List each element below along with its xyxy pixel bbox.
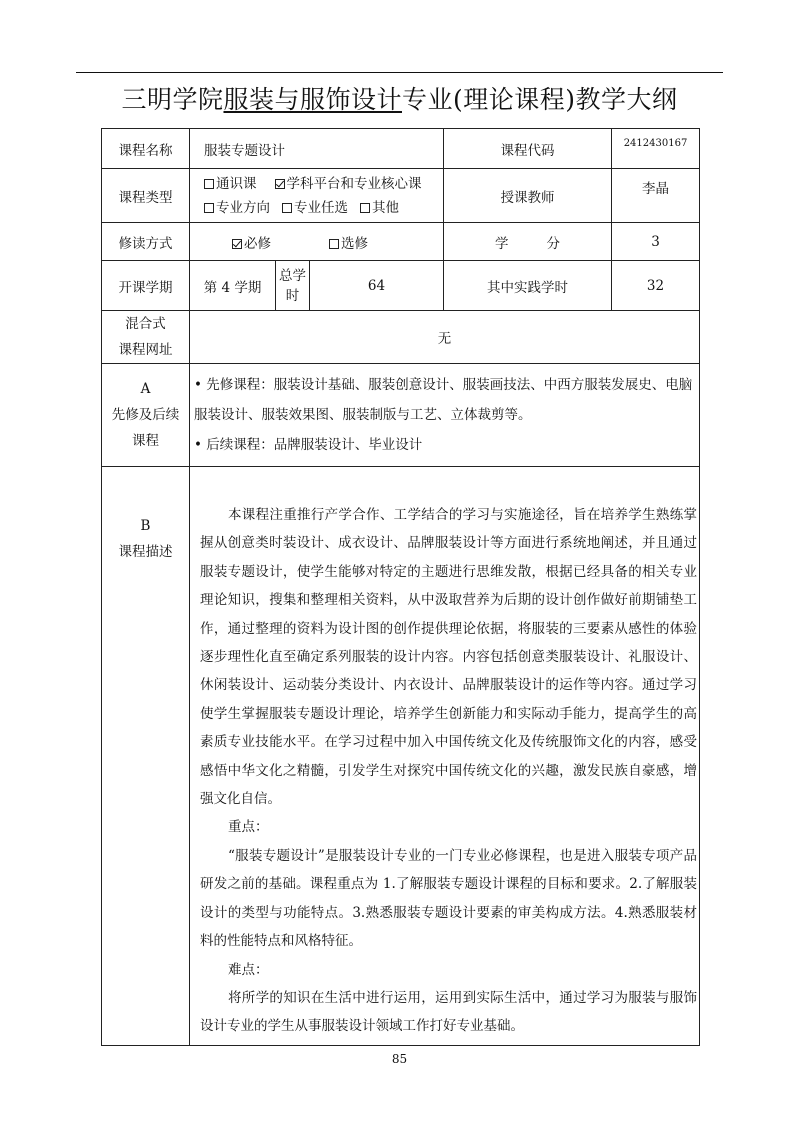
checkbox-study-elective[interactable]	[329, 239, 339, 249]
practice-hours-label: 其中实践学时	[444, 261, 612, 311]
header-rule	[76, 72, 723, 73]
option-other: 其他	[372, 199, 399, 216]
course-code-label: 课程代码	[444, 129, 612, 169]
teacher-label: 授课教师	[444, 169, 612, 223]
checkbox-required[interactable]	[232, 239, 242, 249]
row-prerequisites	[102, 364, 700, 467]
description-text: 本课程注重推行产学合作、工学结合的学习与实施途径，旨在培养学生熟练掌握从创意类时装设计、成衣设计、品牌服装设计等方面进行系统地阐述，并且通过服装专题设计，使学生能够对特定的主题进行思维发散，根据已经具备的相关专业理论知识，搜集和整理相关资料，从中汲取营养为后期的设计创作做好前期铺垫工作，通过整理的资料为设计图的创作提供理论依据，将服装的三要素从感性的体验逐步理性化直至确定系列服装的设计内容。内容包括创意类服装设计、礼服设计、休闲装设计、运动装分类设计、内衣设计、品牌服装设计的运作等内容。通过学习使学生掌握服装专题设计理论，培养学生创新能力和实际动手能力，提高学生的高素质专业技能水平。在学习过程中加入中国传统文化及传统服饰文化的内容，感受感悟中华文化之精髓，引发学生对探究中国传统文化的兴趣，激发民族自豪感，增强文化自信。	[200, 507, 697, 808]
semester-label: 开课学期	[102, 261, 190, 311]
section-a-label-1: A	[140, 381, 151, 397]
teacher-value: 李晶	[612, 169, 700, 223]
row-description	[102, 467, 700, 1046]
title-suffix: 专业(理论课程)教学大纲	[402, 85, 678, 114]
prerequisite-text: • 先修课程：服装设计基础、服装创意设计、服装画技法、中西方服装发展史、电脑服装设计、服装效果图、服装制版与工艺、立体裁剪等。	[194, 377, 693, 423]
course-code-value: 2412430167	[612, 129, 700, 169]
option-required: 必修	[244, 235, 271, 252]
section-a-label-2: 先修及后续	[111, 407, 180, 423]
credit-label	[444, 223, 612, 261]
option-elective: 专业任选	[294, 199, 348, 216]
page-number: 85	[391, 1052, 408, 1066]
section-a-label	[102, 364, 190, 467]
key-points-label: 重点：	[228, 819, 269, 836]
prerequisite-cell	[190, 364, 700, 467]
credit-value: 3	[612, 223, 700, 261]
row-semester	[102, 261, 700, 311]
section-b-label-1: B	[140, 518, 151, 534]
total-hours-label	[276, 261, 310, 311]
follow-up-text: • 后续课程：品牌服装设计、毕业设计	[194, 437, 423, 453]
checkbox-general[interactable]	[204, 179, 214, 189]
hybrid-label-2: 课程网址	[118, 342, 173, 358]
title-school: 三明学院	[121, 85, 224, 114]
hybrid-label	[102, 311, 190, 364]
total-hours-label-1: 总学	[279, 267, 306, 284]
total-hours-label-2: 时	[285, 287, 300, 304]
description-cell	[190, 467, 700, 1046]
row-course-name	[102, 129, 700, 169]
option-platform-core: 学科平台和专业核心课	[286, 175, 422, 192]
course-name-value: 服装专题设计	[190, 129, 444, 169]
total-hours-value: 64	[310, 261, 444, 311]
row-hybrid-url	[102, 311, 700, 364]
checkbox-elective[interactable]	[282, 203, 292, 213]
credit-label-1: 学	[495, 235, 509, 252]
option-study-elective: 选修	[341, 235, 368, 252]
row-study-mode	[102, 223, 700, 261]
difficulty-text: 将所学的知识在生活中进行运用，运用到实际生活中，通过学习为服装与服饰设计专业的学生从事服装设计领域工作打好专业基础。	[200, 989, 697, 1035]
option-direction: 专业方向	[216, 199, 270, 216]
document-title	[76, 80, 723, 116]
study-mode-label: 修读方式	[102, 223, 190, 261]
course-name-label: 课程名称	[102, 129, 190, 169]
section-b-label	[102, 467, 190, 1046]
study-mode-options	[190, 223, 444, 261]
credit-label-2: 分	[546, 235, 560, 252]
semester-value: 第 4 学期	[190, 261, 276, 311]
course-type-options	[190, 169, 444, 223]
course-type-label: 课程类型	[102, 169, 190, 223]
syllabus-table	[101, 128, 700, 1046]
difficulty-label: 难点：	[228, 961, 269, 978]
key-points-text: “服装专题设计”是服装设计专业的一门专业必修课程，也是进入服装专项产品研发之前的基础。课程重点为 1.了解服装专题设计课程的目标和要求。2.了解服装设计的类型与功能特点。3.熟悉服装专题设计要素的审美构成方法。4.熟悉服装材料的性能特点和风格特征。	[200, 847, 697, 950]
checkbox-platform-core[interactable]	[275, 179, 285, 189]
title-major: 服装与服饰设计	[223, 85, 402, 114]
practice-hours-value: 32	[612, 261, 700, 311]
section-a-label-3: 课程	[132, 433, 159, 449]
section-b-label-2: 课程描述	[118, 544, 173, 560]
checkbox-other[interactable]	[360, 203, 370, 213]
hybrid-url-value: 无	[190, 311, 700, 364]
checkbox-direction[interactable]	[204, 203, 214, 213]
row-course-type	[102, 169, 700, 223]
hybrid-label-1: 混合式	[125, 316, 166, 332]
option-general: 通识课	[216, 175, 257, 192]
